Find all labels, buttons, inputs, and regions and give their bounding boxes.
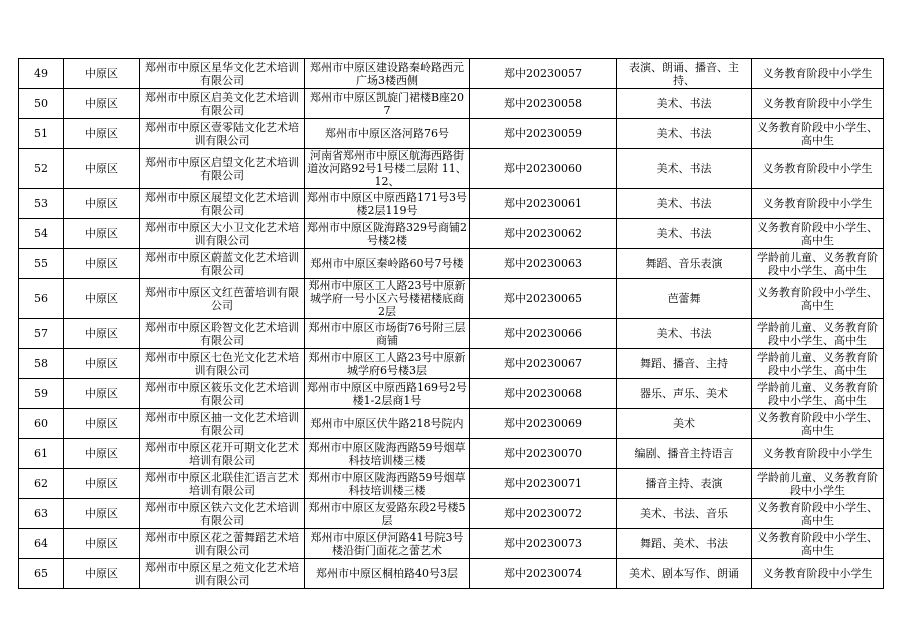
district-cell: 中原区 bbox=[64, 89, 140, 119]
table-row bbox=[19, 379, 884, 409]
address-cell: 郑州市中原区伊河路41号院3号楼沿街门面花之蕾艺术 bbox=[305, 529, 470, 559]
program-cell: 编剧、播音主持语言 bbox=[617, 439, 752, 469]
address-cell: 郑州市中原区市场街76号附三层商铺 bbox=[305, 319, 470, 349]
target-students-cell: 义务教育阶段中小学生 bbox=[752, 59, 884, 89]
row-number-cell: 51 bbox=[19, 119, 64, 149]
district-cell: 中原区 bbox=[64, 349, 140, 379]
row-number-cell: 50 bbox=[19, 89, 64, 119]
district-cell: 中原区 bbox=[64, 379, 140, 409]
program-cell: 美术、书法 bbox=[617, 149, 752, 189]
table-row bbox=[19, 149, 884, 189]
program-cell: 美术、书法 bbox=[617, 189, 752, 219]
row-number-cell: 55 bbox=[19, 249, 64, 279]
address-cell: 郑州市中原区陇海路329号商铺2号楼2楼 bbox=[305, 219, 470, 249]
program-cell: 美术、剧本写作、朗诵 bbox=[617, 559, 752, 589]
address-cell: 郑州市中原区友爱路东段2号楼5层 bbox=[305, 499, 470, 529]
row-number-cell: 59 bbox=[19, 379, 64, 409]
table-row bbox=[19, 319, 884, 349]
row-number-cell: 57 bbox=[19, 319, 64, 349]
target-students-cell: 义务教育阶段中小学生、高中生 bbox=[752, 529, 884, 559]
target-students-cell: 义务教育阶段中小学生、高中生 bbox=[752, 499, 884, 529]
institution-name-cell: 郑州市中原区七色光文化艺术培训有限公司 bbox=[140, 349, 305, 379]
row-number-cell: 64 bbox=[19, 529, 64, 559]
program-cell: 舞蹈、美术、书法 bbox=[617, 529, 752, 559]
table-row bbox=[19, 59, 884, 89]
institution-name-cell: 郑州市中原区筱乐文化艺术培训有限公司 bbox=[140, 379, 305, 409]
table-row bbox=[19, 89, 884, 119]
row-number-cell: 63 bbox=[19, 499, 64, 529]
institution-name-cell: 郑州市中原区蔚蓝文化艺术培训有限公司 bbox=[140, 249, 305, 279]
institution-name-cell: 郑州市中原区文红芭蕾培训有限公司 bbox=[140, 279, 305, 319]
license-number-cell: 郑中20230059 bbox=[470, 119, 617, 149]
district-cell: 中原区 bbox=[64, 249, 140, 279]
address-cell: 郑州市中原区凯旋门裙楼B座207 bbox=[305, 89, 470, 119]
table-row bbox=[19, 559, 884, 589]
program-cell: 舞蹈、播音、主持 bbox=[617, 349, 752, 379]
district-cell: 中原区 bbox=[64, 59, 140, 89]
institution-name-cell: 郑州市中原区启美文化艺术培训有限公司 bbox=[140, 89, 305, 119]
license-number-cell: 郑中20230057 bbox=[470, 59, 617, 89]
row-number-cell: 53 bbox=[19, 189, 64, 219]
address-cell: 郑州市中原区洛河路76号 bbox=[305, 119, 470, 149]
address-cell: 郑州市中原区伏牛路218号院内 bbox=[305, 409, 470, 439]
address-cell: 郑州市中原区桐柏路40号3层 bbox=[305, 559, 470, 589]
district-cell: 中原区 bbox=[64, 559, 140, 589]
row-number-cell: 52 bbox=[19, 149, 64, 189]
target-students-cell: 义务教育阶段中小学生 bbox=[752, 189, 884, 219]
target-students-cell: 学龄前儿童、义务教育阶段中小学生、高中生 bbox=[752, 249, 884, 279]
target-students-cell: 学龄前儿童、义务教育阶段中小学生 bbox=[752, 469, 884, 499]
target-students-cell: 义务教育阶段中小学生、高中生 bbox=[752, 219, 884, 249]
target-students-cell: 义务教育阶段中小学生、高中生 bbox=[752, 119, 884, 149]
target-students-cell: 学龄前儿童、义务教育阶段中小学生、高中生 bbox=[752, 379, 884, 409]
license-number-cell: 郑中20230065 bbox=[470, 279, 617, 319]
license-number-cell: 郑中20230063 bbox=[470, 249, 617, 279]
target-students-cell: 学龄前儿童、义务教育阶段中小学生、高中生 bbox=[752, 349, 884, 379]
table-row bbox=[19, 439, 884, 469]
table-row bbox=[19, 279, 884, 319]
row-number-cell: 54 bbox=[19, 219, 64, 249]
license-number-cell: 郑中20230067 bbox=[470, 349, 617, 379]
row-number-cell: 58 bbox=[19, 349, 64, 379]
program-cell: 播音主持、表演 bbox=[617, 469, 752, 499]
district-cell: 中原区 bbox=[64, 529, 140, 559]
table-row bbox=[19, 189, 884, 219]
table-row bbox=[19, 119, 884, 149]
address-cell: 郑州市中原区秦岭路60号7号楼 bbox=[305, 249, 470, 279]
table-row bbox=[19, 349, 884, 379]
institution-name-cell: 郑州市中原区花之蕾舞蹈艺术培训有限公司 bbox=[140, 529, 305, 559]
institution-name-cell: 郑州市中原区壹零陆文化艺术培训有限公司 bbox=[140, 119, 305, 149]
program-cell: 芭蕾舞 bbox=[617, 279, 752, 319]
district-cell: 中原区 bbox=[64, 119, 140, 149]
table-row bbox=[19, 409, 884, 439]
target-students-cell: 义务教育阶段中小学生、高中生 bbox=[752, 409, 884, 439]
license-number-cell: 郑中20230073 bbox=[470, 529, 617, 559]
institution-name-cell: 郑州市中原区启望文化艺术培训有限公司 bbox=[140, 149, 305, 189]
district-cell: 中原区 bbox=[64, 279, 140, 319]
address-cell: 郑州市中原区中原西路171号3号楼2层119号 bbox=[305, 189, 470, 219]
program-cell: 美术 bbox=[617, 409, 752, 439]
program-cell: 美术、书法 bbox=[617, 119, 752, 149]
table-row bbox=[19, 469, 884, 499]
license-number-cell: 郑中20230070 bbox=[470, 439, 617, 469]
table-body bbox=[19, 59, 884, 589]
address-cell: 郑州市中原区陇海西路59号烟草科技培训楼三楼 bbox=[305, 439, 470, 469]
table-row bbox=[19, 499, 884, 529]
license-number-cell: 郑中20230074 bbox=[470, 559, 617, 589]
target-students-cell: 义务教育阶段中小学生 bbox=[752, 89, 884, 119]
program-cell: 舞蹈、音乐表演 bbox=[617, 249, 752, 279]
institution-name-cell: 郑州市中原区北联佳汇语言艺术培训有限公司 bbox=[140, 469, 305, 499]
district-cell: 中原区 bbox=[64, 189, 140, 219]
program-cell: 器乐、声乐、美术 bbox=[617, 379, 752, 409]
address-cell: 郑州市中原区陇海西路59号烟草科技培训楼三楼 bbox=[305, 469, 470, 499]
license-number-cell: 郑中20230071 bbox=[470, 469, 617, 499]
license-number-cell: 郑中20230068 bbox=[470, 379, 617, 409]
institution-name-cell: 郑州市中原区聆智文化艺术培训有限公司 bbox=[140, 319, 305, 349]
row-number-cell: 60 bbox=[19, 409, 64, 439]
district-cell: 中原区 bbox=[64, 409, 140, 439]
target-students-cell: 义务教育阶段中小学生 bbox=[752, 149, 884, 189]
institution-name-cell: 郑州市中原区星之苑文化艺术培训有限公司 bbox=[140, 559, 305, 589]
row-number-cell: 56 bbox=[19, 279, 64, 319]
program-cell: 表演、朗诵、播音、主持、 bbox=[617, 59, 752, 89]
license-number-cell: 郑中20230058 bbox=[470, 89, 617, 119]
license-number-cell: 郑中20230060 bbox=[470, 149, 617, 189]
license-number-cell: 郑中20230066 bbox=[470, 319, 617, 349]
table-row bbox=[19, 529, 884, 559]
address-cell: 郑州市中原区工人路23号中原新城学府一号小区六号楼裙楼底商2层 bbox=[305, 279, 470, 319]
target-students-cell: 义务教育阶段中小学生 bbox=[752, 439, 884, 469]
institution-name-cell: 郑州市中原区大小卫文化艺术培训有限公司 bbox=[140, 219, 305, 249]
program-cell: 美术、书法、音乐 bbox=[617, 499, 752, 529]
license-number-cell: 郑中20230062 bbox=[470, 219, 617, 249]
institution-name-cell: 郑州市中原区展望文化艺术培训有限公司 bbox=[140, 189, 305, 219]
table-row bbox=[19, 249, 884, 279]
institution-name-cell: 郑州市中原区花开可期文化艺术培训有限公司 bbox=[140, 439, 305, 469]
district-cell: 中原区 bbox=[64, 319, 140, 349]
row-number-cell: 61 bbox=[19, 439, 64, 469]
program-cell: 美术、书法 bbox=[617, 219, 752, 249]
institution-name-cell: 郑州市中原区铁六文化艺术培训有限公司 bbox=[140, 499, 305, 529]
district-cell: 中原区 bbox=[64, 219, 140, 249]
license-number-cell: 郑中20230061 bbox=[470, 189, 617, 219]
target-students-cell: 义务教育阶段中小学生、高中生 bbox=[752, 279, 884, 319]
program-cell: 美术、书法 bbox=[617, 89, 752, 119]
address-cell: 郑州市中原区工人路23号中原新城学府6号楼3层 bbox=[305, 349, 470, 379]
address-cell: 河南省郑州市中原区航海西路街道汝河路92号1号楼二层附 11、12、 bbox=[305, 149, 470, 189]
address-cell: 郑州市中原区建设路秦岭路西元广场3楼西侧 bbox=[305, 59, 470, 89]
institution-table bbox=[18, 58, 884, 589]
target-students-cell: 学龄前儿童、义务教育阶段中小学生、高中生 bbox=[752, 319, 884, 349]
district-cell: 中原区 bbox=[64, 469, 140, 499]
institution-name-cell: 郑州市中原区抽一文化艺术培训有限公司 bbox=[140, 409, 305, 439]
row-number-cell: 62 bbox=[19, 469, 64, 499]
license-number-cell: 郑中20230069 bbox=[470, 409, 617, 439]
row-number-cell: 65 bbox=[19, 559, 64, 589]
district-cell: 中原区 bbox=[64, 149, 140, 189]
table-row bbox=[19, 219, 884, 249]
license-number-cell: 郑中20230072 bbox=[470, 499, 617, 529]
program-cell: 美术、书法 bbox=[617, 319, 752, 349]
target-students-cell: 义务教育阶段中小学生 bbox=[752, 559, 884, 589]
address-cell: 郑州市中原区中原西路169号2号楼1-2层商1号 bbox=[305, 379, 470, 409]
district-cell: 中原区 bbox=[64, 439, 140, 469]
institution-name-cell: 郑州市中原区星华文化艺术培训有限公司 bbox=[140, 59, 305, 89]
district-cell: 中原区 bbox=[64, 499, 140, 529]
row-number-cell: 49 bbox=[19, 59, 64, 89]
